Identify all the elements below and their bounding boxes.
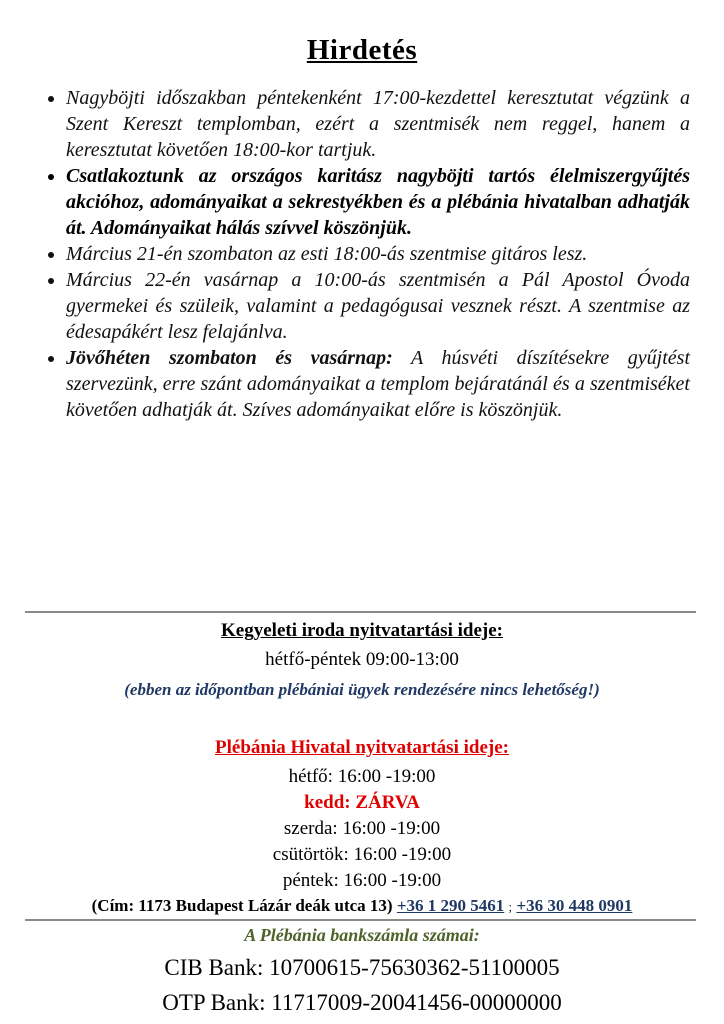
office-hours-row-wednesday: szerda: 16:00 -19:00	[283, 818, 441, 839]
phone-link-2[interactable]: +36 30 448 0901	[516, 896, 633, 915]
parish-office-heading: Plébánia Hivatal nyitvatartási ideje:	[215, 737, 509, 758]
parish-address: (Cím: 1173 Budapest Lázár deák utca 13)	[91, 896, 393, 915]
bullet-item	[66, 85, 690, 163]
bullet-item	[66, 163, 690, 241]
bullet-item	[66, 241, 690, 267]
section-divider-bottom	[25, 919, 696, 921]
address-and-phones	[0, 896, 724, 916]
office-hours-row-tuesday-closed: kedd: ZÁRVA	[304, 792, 420, 813]
page-title: Hirdetés	[306, 34, 418, 66]
bullet-text: A húsvéti díszítésekre gyűjtést szervezünk, erre szánt adományaikat a templom bejáratánál és a szentmiséket követően adhatják át. Szíves adományaikat előre is köszönjük.	[66, 347, 691, 421]
bank-accounts-heading: A Plébánia bankszámla számai:	[244, 925, 480, 945]
bullet-text: Csatlakoztunk az országos karitász nagyböjti tartós élelmiszergyűjtés akcióhoz, adományaikat a sekrestyékben és a plébánia hivatalban adhatják át. Adományaikat hálás szívvel köszönjük.	[66, 165, 690, 239]
phone-link-1[interactable]: +36 1 290 5461	[396, 896, 505, 915]
section-divider-top	[25, 611, 696, 613]
bullet-text: Nagyböjti időszakban péntekenként 17:00-kezdettel keresztutat végzünk a Szent Kereszt templomban, ezért a szentmisék nem reggel, hanem a keresztutat követően 18:00-kor tartjuk.	[66, 87, 690, 161]
bank-account-otp: OTP Bank: 11717009-20041456-00000000	[162, 990, 562, 1015]
bullet-text: Március 21-én szombaton az esti 18:00-ás szentmise gitáros lesz.	[66, 243, 588, 265]
bank-account-cib: CIB Bank: 10700615-75630362-51100005	[164, 955, 560, 980]
phone-separator: ;	[508, 899, 513, 914]
bullet-item	[66, 345, 690, 423]
kegyeleti-office-hours: hétfő-péntek 09:00-13:00	[265, 649, 459, 670]
footer-info-section	[0, 611, 724, 1016]
office-hours-row-monday: hétfő: 16:00 -19:00	[288, 766, 436, 787]
kegyeleti-office-heading: Kegyeleti iroda nyitvatartási ideje:	[221, 620, 503, 641]
bullet-lead: Jövőhéten szombaton és vasárnap:	[66, 347, 393, 369]
kegyeleti-office-note: (ebben az időpontban plébániai ügyek rendezésére nincs lehetőség!)	[124, 680, 600, 699]
bullet-text: Március 22-én vasárnap a 10:00-ás szentmisén a Pál Apostol Óvoda gyermekei és szüleik, valamint a pedagógusai vesznek részt. A szentmise az édesapákért lesz felajánlva.	[66, 269, 690, 343]
announcement-list	[48, 85, 690, 423]
bullet-item	[66, 267, 690, 345]
parish-office-hours-list	[0, 764, 724, 894]
office-hours-row-friday: péntek: 16:00 -19:00	[282, 870, 442, 891]
office-hours-row-thursday: csütörtök: 16:00 -19:00	[272, 844, 452, 865]
